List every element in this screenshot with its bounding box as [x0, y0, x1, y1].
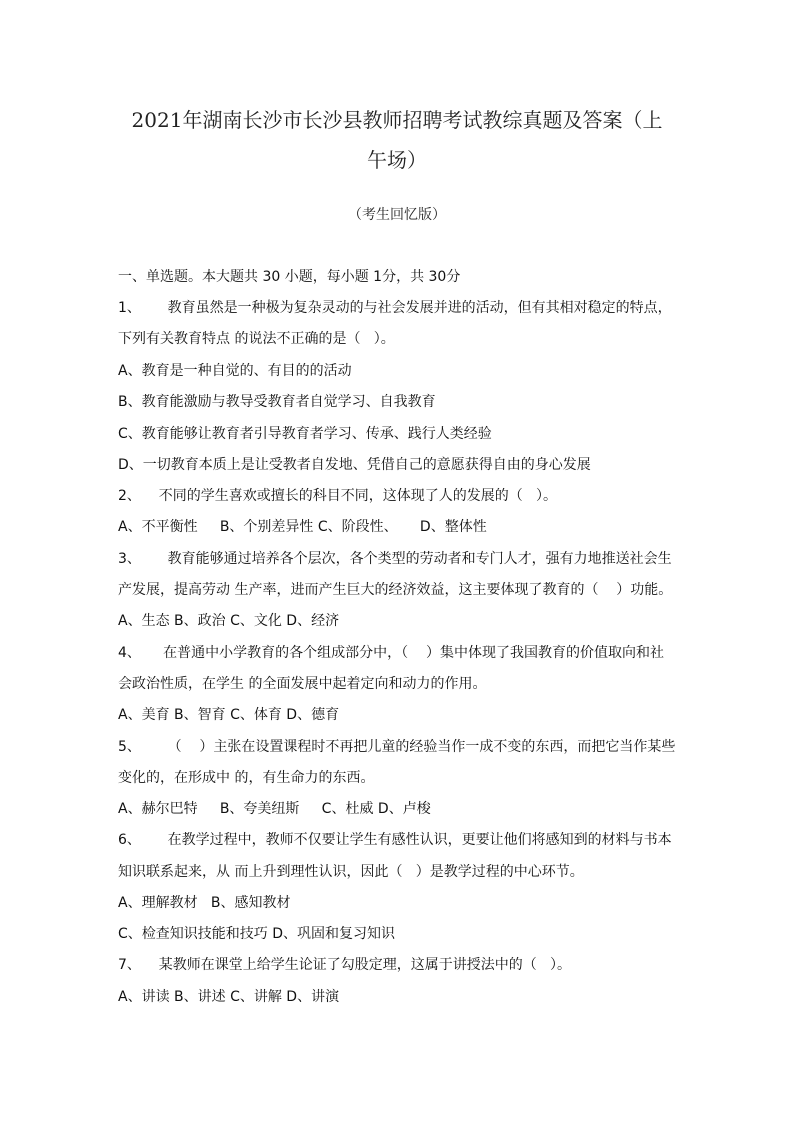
question-2-options: A、不平衡性 B、个别差异性 C、阶段性、 D、整体性 — [118, 519, 487, 535]
question-3-text: 3、 教育能够通过培养各个层次，各个类型的劳动者和专门人才，强有力地推送社会生 — [118, 551, 672, 567]
question-3-text-cont: 产发展，提高劳动 生产率，进而产生巨大的经济效益，这主要体现了教育的（ ）功能。 — [118, 582, 673, 598]
question-4-options: A、美育 B、智育 C、体育 D、德育 — [118, 707, 340, 723]
question-1-option-d: D、一切教育本质上是让受教者自发地、凭借自己的意愿获得自由的身心发展 — [118, 457, 591, 473]
question-6-options-cd: C、检查知识技能和技巧 D、巩固和复习知识 — [118, 926, 396, 942]
question-7-text: 7、 某教师在课堂上给学生论证了勾股定理，这属于讲授法中的（ ）。 — [118, 957, 572, 973]
document-subtitle: （考生回忆版） — [348, 207, 446, 223]
question-6-options-ab: A、理解教材 B、感知教材 — [118, 895, 291, 911]
title-line-2: 午场） — [367, 148, 427, 172]
question-5-text: 5、 （ ）主张在设置课程时不再把儿童的经验当作一成不变的东西，而把它当作某些 — [118, 739, 676, 755]
section-heading: 一、单选题。本大题共 30 小题，每小题 1分，共 30分 — [118, 269, 461, 285]
question-4-text: 4、 在普通中小学教育的各个组成部分中，（ ）集中体现了我国教育的价值取向和社 — [118, 645, 664, 661]
question-1-text: 1、 教育虽然是一种极为复杂灵动的与社会发展并进的活动，但有其相对稳定的特点， — [118, 300, 672, 316]
question-7-options: A、讲读 B、讲述 C、讲解 D、讲演 — [118, 989, 340, 1005]
question-6-text-cont: 知识联系起来，从 而上升到理性认识，因此（ ）是教学过程的中心环节。 — [118, 864, 584, 880]
question-1-option-a: A、教育是一种自觉的、有目的的活动 — [118, 363, 352, 379]
question-5-text-cont: 变化的，在形成中 的，有生命力的东西。 — [118, 770, 375, 786]
document-title — [105, 100, 689, 180]
question-6-text: 6、 在教学过程中，教师不仅要让学生有感性认识，更要让他们将感知到的材料与书本 — [118, 832, 672, 848]
question-4-text-cont: 会政治性质，在学生 的全面发展中起着定向和动力的作用。 — [118, 676, 487, 692]
question-2-text: 2、 不同的学生喜欢或擅长的科目不同，这体现了人的发展的（ ）。 — [118, 488, 558, 504]
question-3-options: A、生态 B、政治 C、文化 D、经济 — [118, 613, 340, 629]
question-1-option-c: C、教育能够让教育者引导教育者学习、传承、践行人类经验 — [118, 426, 492, 442]
question-1-option-b: B、教育能激励与教导受教育者自觉学习、自我教育 — [118, 394, 436, 410]
question-1-text-cont: 下列有关教育特点 的说法不正确的是（ ）。 — [118, 331, 395, 347]
question-5-options: A、赫尔巴特 B、夸美纽斯 C、杜威 D、卢梭 — [118, 801, 431, 817]
title-line-1: 2021年湖南长沙市长沙县教师招聘考试教综真题及答案（上 — [131, 108, 663, 132]
